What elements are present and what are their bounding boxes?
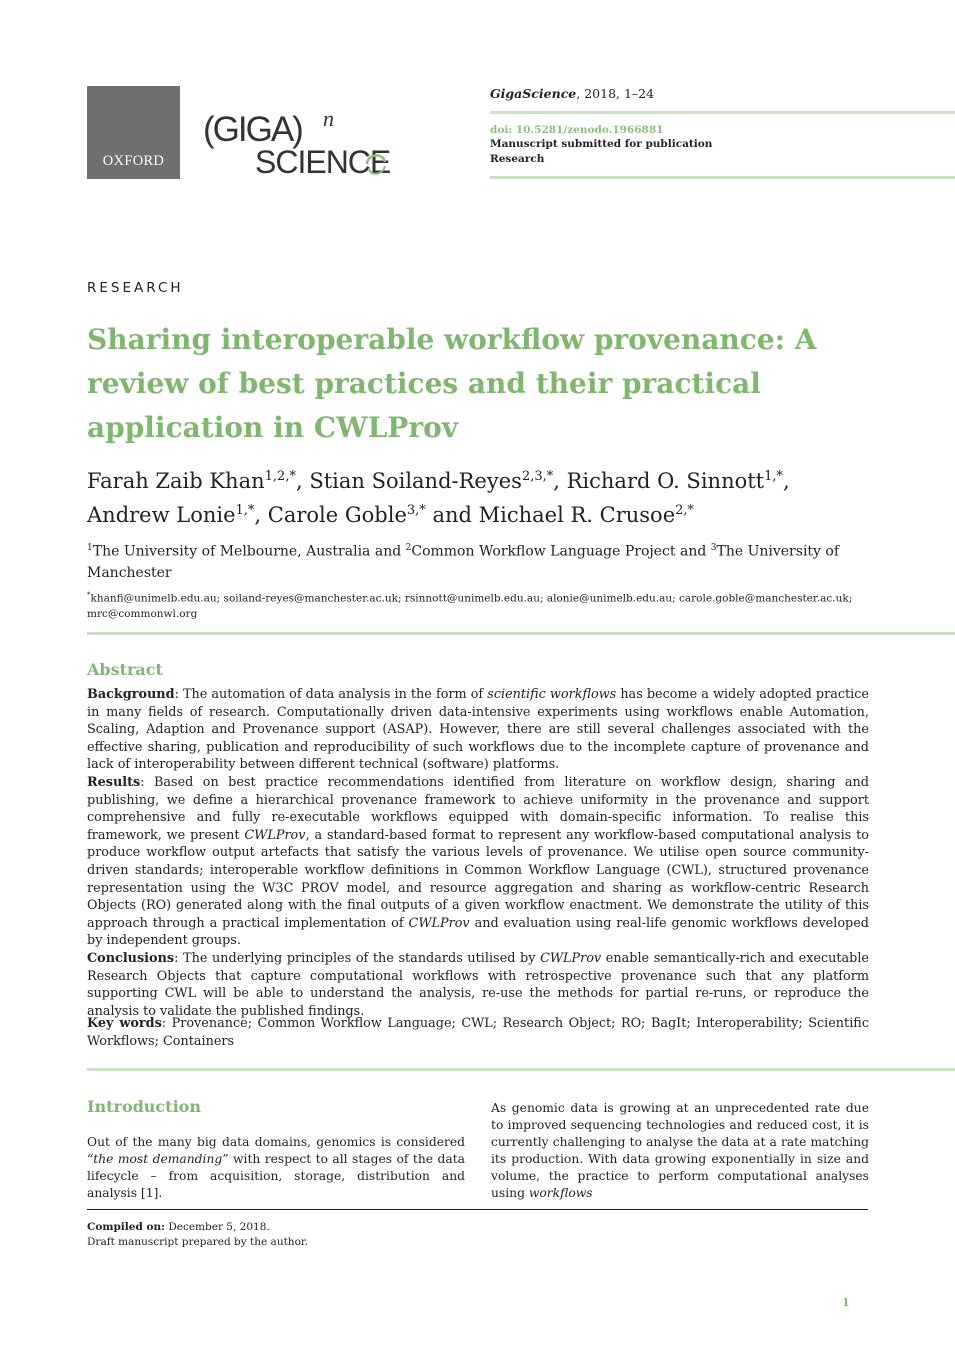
section-label: RESEARCH xyxy=(87,280,184,296)
abstract-rule-bottom xyxy=(87,1068,955,1071)
footer-rule xyxy=(87,1209,868,1210)
conclusions-text: enable semantically-rich and executable Research Objects that capture computational workflows with retrospective provenance such that any platform supporting CWL will be able to understand the analysis, re-use the methods for partial re-runs, or reproduce the analysis to validate the published findings. xyxy=(87,950,869,1019)
abstract-conclusions xyxy=(87,950,869,1020)
background-text: has become a widely adopted practice in many fields of research. Computationally driven data-intensive experiments using workflows enable Automation, Scaling, Adaption and Provenance support (ASAP). However, there are still several challenges associated with the effective sharing, publication and reproducibility of such workflows due to the incomplete capture of provenance and lack of interoperability between different technical (software) platforms. xyxy=(87,687,870,773)
header-rule-bottom xyxy=(490,176,955,179)
author-list xyxy=(87,462,867,530)
page-number: 1 xyxy=(842,1296,850,1309)
author-name: Farah Zaib Khan xyxy=(87,469,265,493)
author-affiliation-sup: 2,* xyxy=(675,503,695,518)
author-separator: and xyxy=(425,503,479,527)
leaf-swirl-icon xyxy=(361,148,391,180)
author-affiliation-sup: 3,* xyxy=(406,503,426,518)
journal-name: GigaScience xyxy=(490,86,577,101)
article-type: Research xyxy=(490,153,545,165)
intro-column-right xyxy=(491,1100,869,1202)
affil-sup-2: 2 xyxy=(405,543,412,553)
author-name: Michael R. Crusoe xyxy=(478,503,676,527)
intro-left-emphasis: “the most demanding” xyxy=(87,1152,229,1166)
oxford-logo-text: OXFORD xyxy=(102,153,165,169)
intro-right-emphasis: workflows xyxy=(528,1186,593,1200)
results-text: and evaluation using real-life genomic workflows developed by independent groups. xyxy=(87,915,869,949)
affil-sup-1: 1 xyxy=(87,543,93,553)
email-list[interactable]: khanfi@unimelb.edu.au; soiland-reyes@manchester.ac.uk; rsinnott@unimelb.edu.au; alonie@unimelb.edu.au; carole.goble@manchester.ac.uk; mrc@commonwl.org xyxy=(87,592,853,620)
affil-separator: and xyxy=(370,543,406,560)
conclusions-label: Conclusions xyxy=(87,950,175,966)
oxford-logo xyxy=(87,86,180,179)
abstract-heading: Abstract xyxy=(87,660,163,679)
manuscript-status: Manuscript submitted for publication xyxy=(490,138,713,150)
abstract-rule-top xyxy=(87,632,955,635)
journal-citation xyxy=(490,86,654,101)
background-text: : The automation of data analysis in the form of xyxy=(174,687,488,702)
header-rule-top xyxy=(490,111,955,114)
intro-left-text: with respect to all stages of the data lifecycle – from acquisition, storage, distribution and analysis [1]. xyxy=(87,1152,465,1200)
logo-superscript: n xyxy=(323,106,334,131)
affiliations xyxy=(87,538,877,584)
author-affiliation-sup: 2,3,* xyxy=(521,469,554,484)
author-separator: , xyxy=(295,469,310,493)
results-text: : Based on best practice recommendations identified from literature on workflow design, sharing and publishing, we define a hierarchical provenance framework to achieve uniformity in the provenance and support comprehensive and fully re-executable workflows equipped with domain-specific information. To realise this framework, we present xyxy=(87,774,869,843)
abstract-body xyxy=(87,686,869,1020)
background-emphasis: scientific workflows xyxy=(487,687,617,702)
logo-line2: SCIENCE xyxy=(255,144,391,180)
author-name: Stian Soiland-Reyes xyxy=(309,469,522,493)
affiliation-1: The University of Melbourne, Australia xyxy=(92,543,371,560)
draft-note: Draft manuscript prepared by the author. xyxy=(87,1236,309,1248)
footer-notes xyxy=(87,1220,308,1250)
author-affiliation-sup: 1,* xyxy=(235,503,255,518)
contact-emails xyxy=(87,588,877,622)
paper-title: Sharing interoperable workflow provenance: A review of best practices and their practical application in CWLProv xyxy=(87,323,817,444)
intro-left-text: Out of the many big data domains, genomics is considered xyxy=(87,1135,465,1149)
intro-right-text: As genomic data is growing at an unprecedented rate due to improved sequencing technologies and reduced cost, it is currently challenging to analyse the data at a rate matching its production. With data growing exponentially in size and volume, the practice to perform computational analyses using xyxy=(491,1101,869,1200)
compiled-date: December 5, 2018. xyxy=(164,1221,270,1233)
keywords-label: Key words xyxy=(87,1016,162,1031)
affiliation-3: The University of Manchester xyxy=(87,543,840,581)
conclusions-emphasis: CWLProv xyxy=(540,950,602,966)
author-affiliation-sup: 1,2,* xyxy=(264,469,296,484)
doi-link[interactable]: doi: 10.5281/zenodo.1966881 xyxy=(490,124,664,136)
gigascience-logo xyxy=(203,106,418,186)
email-marker: * xyxy=(87,591,91,599)
results-emphasis: CWLProv xyxy=(408,915,470,931)
journal-issue: , 2018, 1–24 xyxy=(576,86,655,101)
abstract-results xyxy=(87,774,869,950)
affil-sup-3: 3 xyxy=(710,543,717,553)
author-name: Richard O. Sinnott xyxy=(566,469,765,493)
keywords-text: : Provenance; Common Workflow Language; CWL; Research Object; RO; BagIt; Interoperability; Scientific Workflows; Containers xyxy=(87,1016,869,1049)
logo-line1: (GIGA) xyxy=(203,110,302,149)
introduction-heading: Introduction xyxy=(87,1097,201,1116)
author-separator: , xyxy=(783,469,790,493)
author-name: Carole Goble xyxy=(267,503,407,527)
abstract-background xyxy=(87,686,869,774)
keywords xyxy=(87,1015,869,1050)
affiliation-2: Common Workflow Language Project xyxy=(411,543,676,560)
background-label: Background xyxy=(87,687,175,702)
author-affiliation-sup: 1,* xyxy=(764,469,784,484)
compiled-on xyxy=(87,1220,308,1235)
conclusions-text: : The underlying principles of the standards utilised by xyxy=(174,950,541,966)
author-name: Andrew Lonie xyxy=(87,503,236,527)
results-text: , a standard-based format to represent any workflow-based computational analysis to produce workflow output artefacts that satisfy the various levels of provenance. We utilise open source community-driven standards; interoperable workflow definitions in Common Workflow Language (CWL), structured provenance representation using the W3C PROV model, and resource aggregation and sharing as workflow-centric Research Objects (RO) generated along with the final outputs of a given workflow enactment. We demonstrate the utility of this approach through a practical implementation of xyxy=(87,827,869,931)
compiled-label: Compiled on: xyxy=(87,1221,165,1233)
results-label: Results xyxy=(87,774,141,790)
affil-separator: and xyxy=(675,543,711,560)
intro-column-left xyxy=(87,1134,465,1202)
author-separator: , xyxy=(254,503,268,527)
author-separator: , xyxy=(553,469,567,493)
results-emphasis: CWLProv xyxy=(244,827,306,843)
